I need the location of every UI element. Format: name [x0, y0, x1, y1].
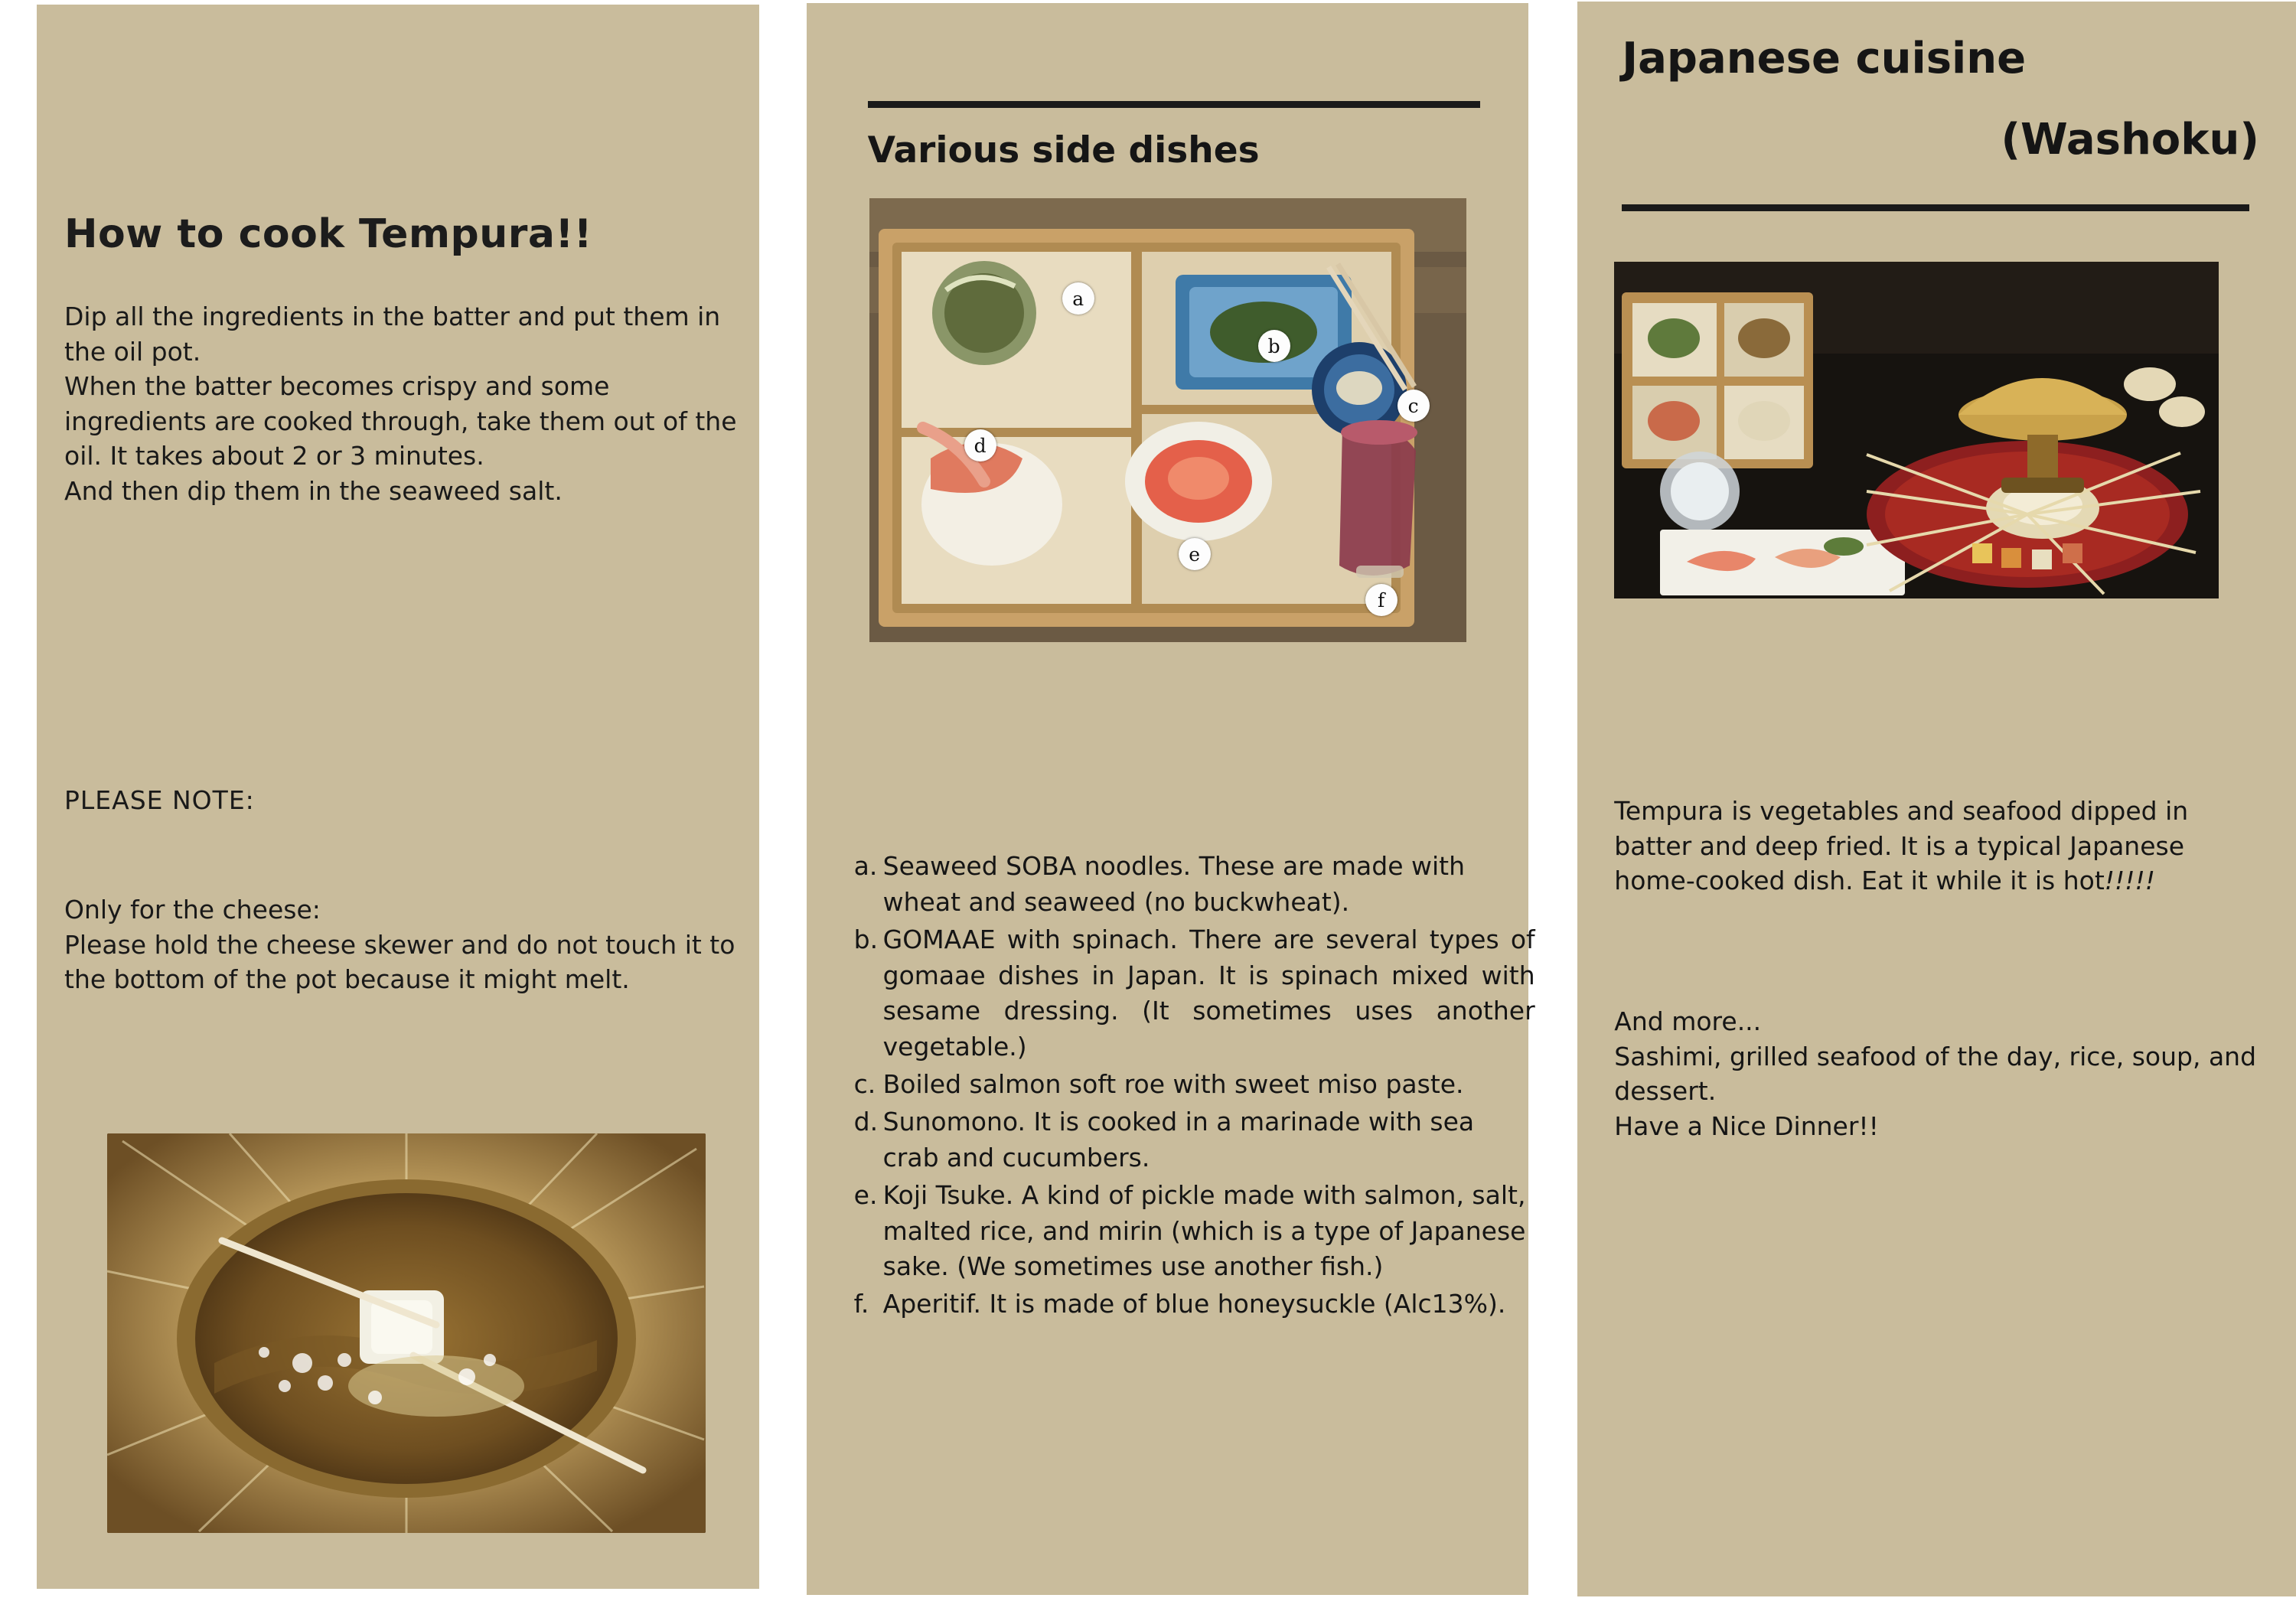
photo-tempura-pot: [107, 1133, 706, 1533]
right-panel-title-line2: (Washoku): [2001, 115, 2259, 165]
left-panel-title: How to cook Tempura!!: [64, 211, 592, 257]
list-item-text: Boiled salmon soft roe with sweet miso paste.: [882, 1069, 1464, 1100]
photo-marker-f: f: [1365, 584, 1397, 616]
please-note-label: PLEASE NOTE:: [64, 785, 255, 815]
middle-divider-rule: [868, 101, 1480, 108]
panel-how-to-cook: [37, 5, 759, 1589]
and-more-heading: And more...: [1614, 1006, 1762, 1036]
cheese-note-heading: Only for the cheese:: [64, 895, 321, 925]
instruction-line-3: And then dip them in the seaweed salt.: [64, 475, 563, 506]
tempura-description-emphasis: !!!!!: [2104, 866, 2155, 896]
side-dish-list: [854, 849, 1535, 1324]
and-more-block: [1614, 1004, 2272, 1143]
list-item-label: d.: [853, 1107, 879, 1137]
list-item: [854, 1067, 1535, 1103]
cheese-note-body: Please hold the cheese skewer and do not touch it to the bottom of the pot because it might melt.: [64, 929, 735, 995]
panel-side-dishes: [807, 3, 1535, 1595]
panel-japanese-cuisine: [1577, 2, 2296, 1596]
list-item: [854, 1287, 1535, 1322]
photo-marker-b: b: [1258, 330, 1290, 362]
photo-marker-c: c: [1397, 390, 1430, 422]
list-item-label: e.: [853, 1179, 878, 1210]
list-item-label: c.: [853, 1069, 876, 1100]
cooking-instructions: [64, 299, 753, 508]
closing-text: Have a Nice Dinner!!: [1614, 1110, 1879, 1141]
tempura-pot-illustration: [107, 1133, 706, 1533]
washoku-illustration: [1614, 262, 2219, 598]
right-panel-title-line1: Japanese cuisine: [1622, 34, 2027, 83]
list-item-text: Koji Tsuke. A kind of pickle made with salmon, salt, malted rice, and mirin (which is a type of Japanese sake. (We sometimes use another fish.): [882, 1179, 1526, 1282]
list-item-label: b.: [853, 924, 879, 954]
list-item-label: a.: [853, 851, 878, 881]
photo-marker-d: d: [964, 429, 996, 461]
instruction-line-2: When the batter becomes crispy and some ingredients are cooked through, take them out of the oil. It takes about 2 or 3 minutes.: [64, 371, 737, 471]
right-divider-rule: [1622, 204, 2249, 211]
instruction-line-1: Dip all the ingredients in the batter and put them in the oil pot.: [64, 302, 721, 367]
cheese-note: [64, 892, 753, 997]
photo-washoku-meal: [1614, 262, 2219, 598]
list-item: [854, 1104, 1535, 1176]
list-item-text: Seaweed SOBA noodles. These are made with wheat and seaweed (no buckwheat).: [882, 851, 1465, 917]
list-item-text: Sunomono. It is cooked in a marinade with sea crab and cucumbers.: [882, 1107, 1475, 1172]
tempura-description-text: Tempura is vegetables and seafood dipped in batter and deep fried. It is a typical Japanese home-cooked dish. Eat it while it is hot: [1614, 796, 2189, 896]
list-item-text: GOMAAE with spinach. There are several types of gomaae dishes in Japan. It is spinach mixed with sesame dressing. (It sometimes uses another vegetable.): [882, 924, 1535, 1062]
photo-side-dishes: [869, 198, 1466, 642]
list-item: [854, 1178, 1535, 1286]
list-item-label: f.: [853, 1289, 869, 1319]
list-item-text: Aperitif. It is made of blue honeysuckle (Alc13%).: [882, 1289, 1506, 1319]
photo-marker-e: e: [1179, 538, 1211, 570]
middle-panel-title: Various side dishes: [867, 129, 1260, 171]
and-more-text: Sashimi, grilled seafood of the day, rice, soup, and dessert.: [1614, 1041, 2257, 1107]
list-item: [854, 922, 1535, 1065]
photo-marker-a: a: [1062, 282, 1094, 315]
tempura-description: [1614, 794, 2272, 898]
list-item: [854, 849, 1535, 921]
side-dishes-illustration: [869, 198, 1466, 642]
